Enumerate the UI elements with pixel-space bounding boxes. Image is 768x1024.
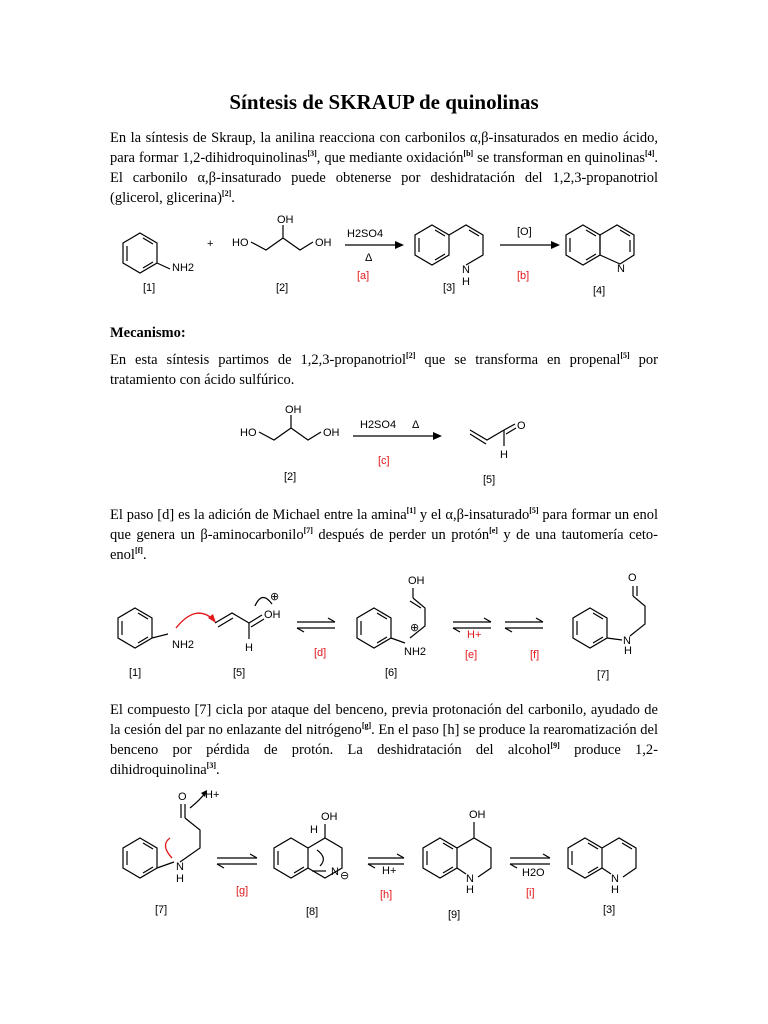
paragraph-propenal: En esta síntesis partimos de 1,2,3-propanotriol[2] que se transforma en propenal[5] por tratamiento con ácido sulfúrico. [110,351,658,388]
svg-text:Δ: Δ [412,419,420,431]
svg-text:OH: OH [469,809,486,821]
plus-sign: + [207,238,214,250]
svg-text:[O]: [O] [517,226,532,238]
svg-text:H: H [176,873,184,885]
svg-text:H2SO4: H2SO4 [360,419,397,431]
compound-7 [123,789,219,885]
svg-text:[c]: [c] [378,455,390,467]
page-title: Síntesis de SKRAUP de quinolinas [229,90,539,114]
svg-text:[f]: [f] [530,649,540,661]
svg-text:N: N [462,264,470,276]
section-heading-mecanismo: Mecanismo: [110,325,186,341]
svg-text:O: O [517,420,526,432]
step-b: [b] [517,270,530,282]
enol-intermediate-6 [357,575,426,658]
scheme-skraup-overall [0,205,768,305]
svg-text:⊕: ⊕ [410,622,420,634]
svg-text:[3]: [3] [603,904,616,916]
svg-text:H: H [310,824,318,836]
svg-text:[h]: [h] [380,889,393,901]
svg-text:H: H [462,276,470,288]
quinoline-structure [566,225,634,275]
svg-text:⊖: ⊖ [340,870,350,882]
dihydroquinoline-structure [415,225,483,288]
svg-text:N: N [617,263,625,275]
svg-text:[7]: [7] [597,669,610,681]
svg-text:H2O: H2O [522,867,545,879]
svg-text:[2]: [2] [276,282,289,294]
svg-text:OH: OH [285,404,302,416]
svg-text:[5]: [5] [483,474,496,486]
paragraph-michael: El paso [d] es la adición de Michael entre la amina[1] y el α,β-insaturado[5] para formar un enol que genera un β-aminocarbonilo[7] después de perder un protón[e] y de una tautomería ceto-enol[f]. [110,506,658,563]
svg-text:NH2: NH2 [172,639,195,651]
svg-text:O: O [628,572,637,584]
svg-text:[7]: [7] [155,904,168,916]
scheme-cyclization [0,780,768,930]
svg-text:[e]: [e] [465,649,478,661]
svg-text:[g]: [g] [236,885,249,897]
svg-text:H: H [466,884,474,896]
aniline-structure [123,233,194,274]
svg-text:OH: OH [408,575,425,587]
svg-text:NH2: NH2 [404,646,427,658]
svg-text:H: H [500,449,508,461]
svg-text:H+: H+ [382,865,397,877]
scheme-glycerol-to-propenal [0,400,768,495]
svg-text:[1]: [1] [129,667,142,679]
svg-text:N: N [611,873,619,885]
svg-text:[i]: [i] [526,887,535,899]
intro-paragraph: En la síntesis de Skraup, la anilina reacciona con carbonilos α,β-insaturados en medio ácido, para formar 1,2-dihidroquinolinas[3], que mediante oxidación[b] se transforman en quinolinas[4]. El carbonilo α,β-insaturado puede obtenerse por deshidratación del 1,2,3-propanotriol (glicerol, glicerina)[2]. [110,130,658,206]
svg-text:N: N [176,861,184,873]
step-a: [a] [357,270,370,282]
svg-text:N: N [466,873,474,885]
svg-text:H: H [624,645,632,657]
svg-text:O: O [178,791,187,803]
svg-text:[4]: [4] [593,285,606,297]
reagent-h2so4: H2SO4 [347,228,384,240]
svg-text:[5]: [5] [233,667,246,679]
svg-text:H: H [611,884,619,896]
svg-text:⊕: ⊕ [270,591,280,603]
scheme-michael-addition [0,568,768,688]
svg-text:[3]: [3] [443,282,456,294]
svg-text:HO: HO [232,237,249,249]
svg-text:[9]: [9] [448,909,461,921]
svg-text:OH: OH [323,427,340,439]
svg-text:N: N [623,635,631,647]
alcohol-9 [423,809,491,896]
svg-text:OH: OH [315,237,332,249]
svg-text:OH: OH [321,811,338,823]
svg-text:Δ: Δ [365,252,373,264]
svg-text:[6]: [6] [385,667,398,679]
svg-text:OH: OH [264,609,281,621]
svg-text:[1]: [1] [143,282,156,294]
nh2-label: NH2 [172,262,195,274]
aniline-1 [118,608,194,651]
svg-text:[2]: [2] [284,471,297,483]
svg-text:[d]: [d] [314,647,327,659]
svg-text:H: H [245,642,253,654]
svg-text:OH: OH [277,214,294,226]
paragraph-cyclization: El compuesto [7] cicla por ataque del benceno, previa protonación del carbonilo, ayudado de la cesión del par no enlazante del nitrógeno[g]. En el paso [h] se produce la rearomatización del benceno por pérdida de protón. La deshidratación del alcohol[9] produce 1,2-dihidroquinolina[3]. [110,702,659,778]
svg-text:H+: H+ [467,629,482,641]
svg-text:N: N [331,866,339,878]
glycerol-structure [232,214,332,250]
beta-aminocarbonyl-7 [573,572,645,657]
dihydroquinoline-3 [568,838,636,896]
svg-text:H+: H+ [205,789,220,801]
svg-text:[8]: [8] [306,906,319,918]
intermediate-8 [274,811,349,882]
svg-text:HO: HO [240,427,257,439]
propenal-5 [215,591,281,654]
